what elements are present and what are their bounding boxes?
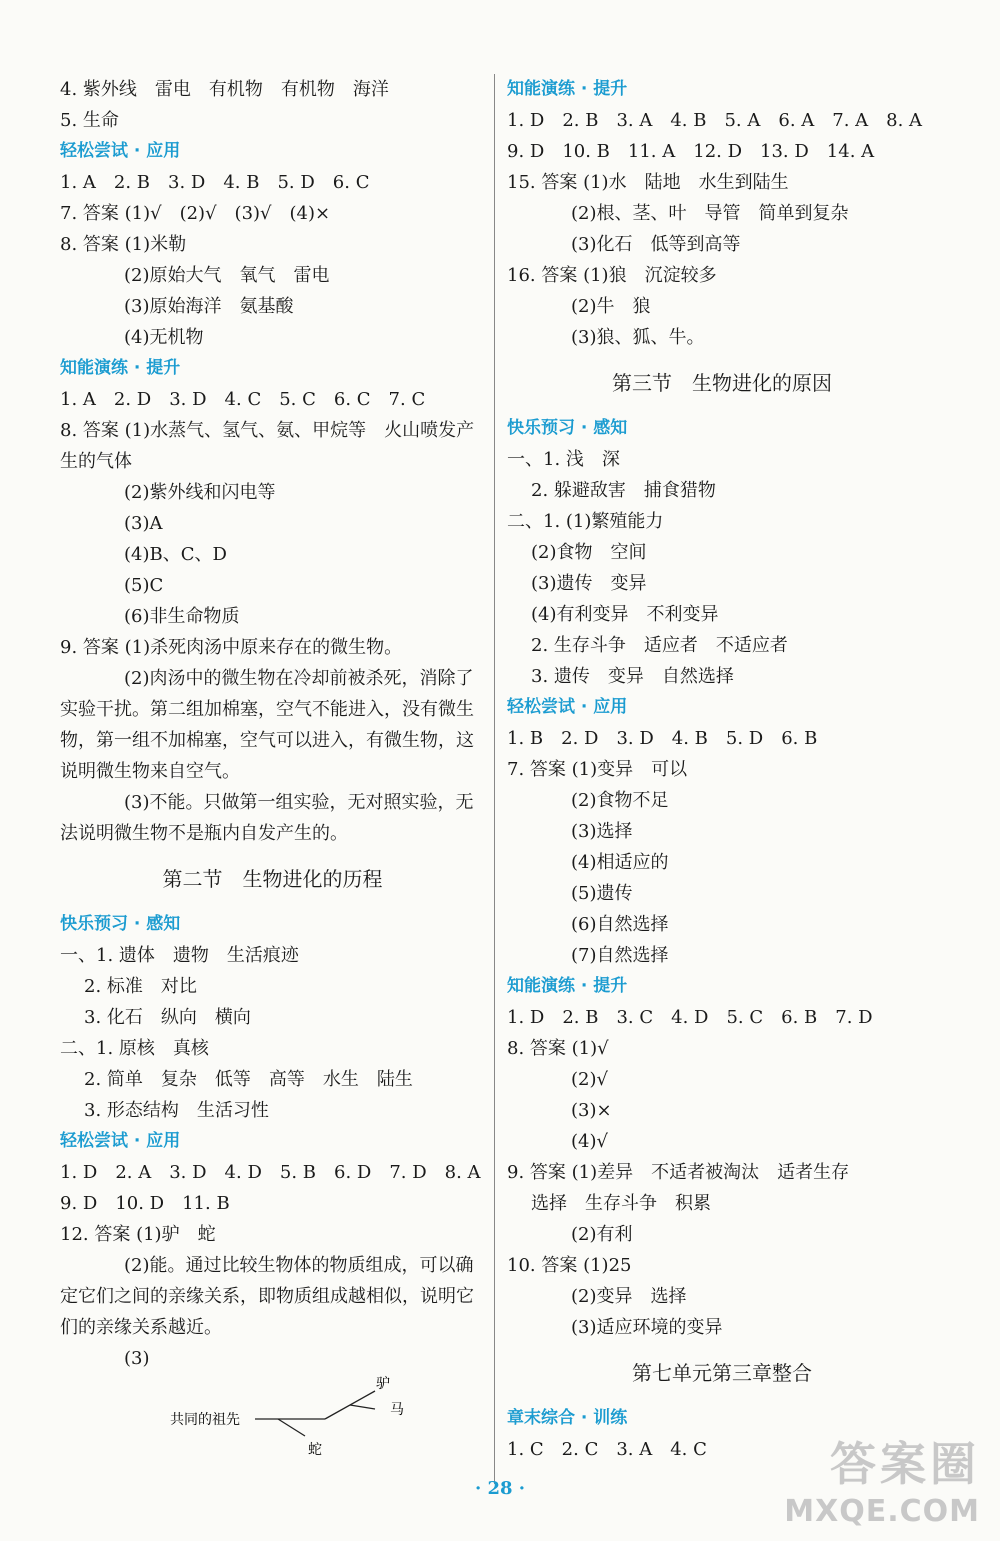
answer-line: 2. 躲避敌害 捕食猎物 — [531, 480, 716, 501]
answer-line: 2. 简单 复杂 低等 高等 水生 陆生 — [84, 1069, 413, 1090]
answer-line: (5)遗传 — [571, 883, 633, 904]
section-heading: 第七单元第三章整合 — [632, 1361, 812, 1385]
answer-line: 生的气体 — [60, 451, 132, 472]
answer-line: 9. 答案 (1)差异 不适者被淘汰 适者生存 — [507, 1162, 850, 1183]
answer-line: (6)非生命物质 — [124, 606, 240, 627]
answer-line: 10. 答案 (1)25 — [507, 1255, 632, 1276]
answer-line: (3)A — [124, 513, 163, 534]
section-heading: 第三节 生物进化的原因 — [612, 371, 832, 395]
page-number: · 28 · — [474, 1478, 526, 1499]
answer-line: (3)遗传 变异 — [531, 573, 647, 594]
answer-line: (7)自然选择 — [571, 945, 669, 966]
answer-line: (3)狼、狐、牛。 — [571, 327, 705, 348]
answer-line: 5. 生命 — [60, 110, 119, 131]
answer-line: 1. B 2. D 3. D 4. B 5. D 6. B — [507, 728, 818, 749]
answer-line: (2)牛 狼 — [571, 296, 651, 317]
answer-line: 8. 答案 (1)水蒸气、氢气、氨、甲烷等 火山喷发产 — [60, 420, 475, 441]
answer-line: 一、1. 浅 深 — [507, 449, 620, 470]
answer-line: (3)化石 低等到高等 — [571, 234, 741, 255]
evolution-tree-diagram — [60, 1374, 485, 1469]
watermark — [784, 1428, 980, 1529]
section-label: 快乐预习 · 感知 — [60, 914, 181, 934]
answer-line: (3) — [124, 1348, 150, 1369]
answer-line: 3. 形态结构 生活习性 — [84, 1100, 269, 1121]
answer-line: 7. 答案 (1)√ (2)√ (3)√ (4)× — [60, 203, 331, 224]
answer-line: 4. 紫外线 雷电 有机物 有机物 海洋 — [60, 79, 389, 100]
answer-line: 15. 答案 (1)水 陆地 水生到陆生 — [507, 172, 789, 193]
column-divider — [494, 74, 495, 1484]
section-label: 知能演练 · 提升 — [507, 976, 628, 996]
answer-line: 1. C 2. C 3. A 4. C — [507, 1439, 707, 1460]
section-label: 知能演练 · 提升 — [60, 358, 181, 378]
answer-line: 16. 答案 (1)狼 沉淀较多 — [507, 265, 717, 286]
section-label: 轻松尝试 · 应用 — [507, 697, 628, 717]
answer-line: (2)紫外线和闪电等 — [124, 482, 276, 503]
answer-line: (4)√ — [571, 1131, 608, 1152]
answer-line: (3)原始海洋 氨基酸 — [124, 296, 294, 317]
tree-branch — [350, 1405, 375, 1409]
answer-line: (2)有利 — [571, 1224, 633, 1245]
answer-line: (5)C — [124, 575, 164, 596]
answer-line: (6)自然选择 — [571, 914, 669, 935]
answer-line: (2)食物不足 — [571, 790, 669, 811]
answer-line: 二、1. 原核 真核 — [60, 1038, 209, 1059]
answer-line: 8. 答案 (1)√ — [507, 1038, 609, 1059]
answer-paragraph: (2)能。通过比较生物体的物质组成，可以确定它们之间的亲缘关系，即物质组成越相似，说明它们的亲缘关系越近。 — [60, 1255, 474, 1338]
answer-line: 8. 答案 (1)米勒 — [60, 234, 187, 255]
answer-line: 2. 生存斗争 适应者 不适应者 — [531, 635, 788, 656]
answer-line: 9. D 10. D 11. B — [60, 1193, 230, 1214]
answer-line: 1. A 2. D 3. D 4. C 5. C 6. C 7. C — [60, 389, 426, 410]
answer-line: (4)B、C、D — [124, 544, 227, 565]
left-column — [60, 74, 485, 1473]
answer-line: 二、1. (1)繁殖能力 — [507, 511, 664, 532]
watermark-logo: 答案圈 — [830, 1437, 980, 1491]
answer-line: 1. D 2. A 3. D 4. D 5. B 6. D 7. D 8. A — [60, 1162, 481, 1183]
section-label: 轻松尝试 · 应用 — [60, 1131, 181, 1151]
answer-line: 选择 生存斗争 积累 — [531, 1193, 711, 1214]
right-column — [507, 74, 937, 1465]
answer-line: (4)有利变异 不利变异 — [531, 604, 719, 625]
answer-line: 1. D 2. B 3. A 4. B 5. A 6. A 7. A 8. A — [507, 110, 923, 131]
answer-line: 3. 遗传 变异 自然选择 — [531, 666, 734, 687]
section-label: 快乐预习 · 感知 — [507, 418, 628, 438]
watermark-url: MXQE.COM — [784, 1494, 980, 1529]
tree-leaf-label: 驴 — [376, 1376, 390, 1392]
answer-line: 9. D 10. B 11. A 12. D 13. D 14. A — [507, 141, 875, 162]
tree-root-label: 共同的祖先 — [170, 1412, 240, 1428]
answer-line: (2)变异 选择 — [571, 1286, 687, 1307]
section-label: 知能演练 · 提升 — [507, 79, 628, 99]
section-label: 章末综合 · 训练 — [507, 1408, 628, 1428]
answer-line: 12. 答案 (1)驴 蛇 — [60, 1224, 216, 1245]
answer-line: 1. A 2. B 3. D 4. B 5. D 6. C — [60, 172, 370, 193]
answer-line: (2)原始大气 氧气 雷电 — [124, 265, 330, 286]
answer-line: (3)适应环境的变异 — [571, 1317, 723, 1338]
answer-line: 一、1. 遗体 遗物 生活痕迹 — [60, 945, 299, 966]
section-heading: 第二节 生物进化的历程 — [162, 867, 383, 891]
answer-paragraph: (2)肉汤中的微生物在冷却前被杀死，消除了实验干扰。第二组加棉塞，空气不能进入，没有微生物，第一组不加棉塞，空气可以进入，有微生物，这说明微生物来自空气。 — [60, 668, 474, 782]
answer-line: (4)无机物 — [124, 327, 204, 348]
section-label: 轻松尝试 · 应用 — [60, 141, 181, 161]
answer-line: 7. 答案 (1)变异 可以 — [507, 759, 688, 780]
tree-leaf-label: 马 — [390, 1402, 404, 1418]
answer-line: (3)选择 — [571, 821, 633, 842]
answer-line: 1. D 2. B 3. C 4. D 5. C 6. B 7. D — [507, 1007, 873, 1028]
answer-line: (4)相适应的 — [571, 852, 669, 873]
answer-line: 2. 标准 对比 — [84, 976, 197, 997]
answer-line: (2)√ — [571, 1069, 608, 1090]
tree-leaf-label: 蛇 — [308, 1442, 322, 1458]
answer-paragraph: (3)不能。只做第一组实验，无对照实验，无法说明微生物不是瓶内自发产生的。 — [60, 792, 474, 844]
answer-line: (2)食物 空间 — [531, 542, 647, 563]
answer-line: 9. 答案 (1)杀死肉汤中原来存在的微生物。 — [60, 637, 403, 658]
answer-line: (2)根、茎、叶 导管 简单到复杂 — [571, 203, 849, 224]
answer-line: 3. 化石 纵向 横向 — [84, 1007, 251, 1028]
answer-line: (3)× — [571, 1100, 612, 1121]
tree-branch — [278, 1419, 305, 1436]
